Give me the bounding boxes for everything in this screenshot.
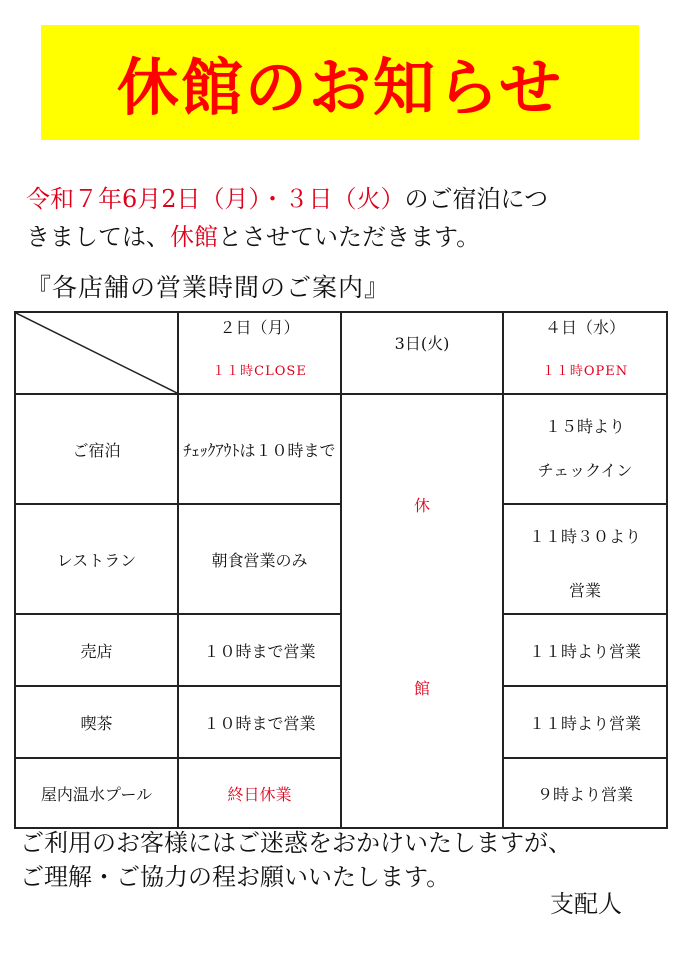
header-day4 — [503, 312, 667, 394]
closure-dates: 令和７年6月2日（月）・３日（火） — [26, 185, 405, 213]
row-label: ご宿泊 — [15, 394, 178, 504]
intro-text-2: きましては、 — [26, 223, 170, 251]
day4-line2: チェックイン — [537, 461, 633, 480]
row-day2-value: 終日休業 — [178, 758, 341, 828]
table-header-row — [15, 312, 667, 394]
signature: 支配人 — [550, 890, 622, 918]
closed-char-2: 館 — [413, 679, 430, 698]
section-title: 『各店舗の営業時間のご案内』 — [26, 273, 391, 302]
row-day4-value: １１時より営業 — [503, 614, 667, 686]
closing-line-2: ご理解・ご協力の程お願いいたします。 — [20, 863, 451, 891]
closed-char-1: 休 — [413, 496, 430, 515]
row-day2-value: 朝食営業のみ — [178, 504, 341, 614]
corner-cell — [15, 312, 178, 394]
row-day4-value — [503, 504, 667, 614]
row-label: 売店 — [15, 614, 178, 686]
intro-text-3: とさせていただきます。 — [218, 223, 481, 251]
diagonal-line — [16, 313, 177, 393]
day4-line1: １１時３０より — [528, 527, 641, 546]
closed-day-cell — [341, 394, 503, 828]
day3-label: 3日(火) — [394, 334, 450, 353]
header-day2 — [178, 312, 341, 394]
row-day2-value: ﾁｪｯｸｱｳﾄは１０時まで — [178, 394, 341, 504]
day4-line1: １５時より — [544, 417, 625, 436]
business-hours-table — [14, 311, 668, 829]
row-day2-value: １０時まで営業 — [178, 614, 341, 686]
day2-note: １１時CLOSE — [212, 364, 307, 379]
day2-label: ２日（月） — [219, 318, 300, 337]
row-day2-value: １０時まで営業 — [178, 686, 341, 758]
row-day4-value — [503, 394, 667, 504]
row-label: 喫茶 — [15, 686, 178, 758]
row-label: 屋内温水プール — [15, 758, 178, 828]
row-label: レストラン — [15, 504, 178, 614]
day4-label: ４日（水） — [544, 318, 625, 337]
intro-text-1: のご宿泊につ — [404, 185, 549, 213]
header-day3 — [341, 312, 503, 394]
closing-line-1: ご利用のお客様にはご迷惑をおかけいたしますが、 — [20, 829, 572, 857]
table-row — [15, 394, 667, 504]
day4-line2: 営業 — [568, 581, 601, 600]
intro-paragraph — [26, 180, 666, 256]
page-title: 休館のお知らせ — [116, 51, 564, 124]
row-day4-value: ９時より営業 — [503, 758, 667, 828]
closed-word: 休館 — [170, 223, 218, 251]
title-banner — [41, 25, 639, 140]
day4-note: １１時OPEN — [541, 364, 629, 379]
row-day4-value: １１時より営業 — [503, 686, 667, 758]
